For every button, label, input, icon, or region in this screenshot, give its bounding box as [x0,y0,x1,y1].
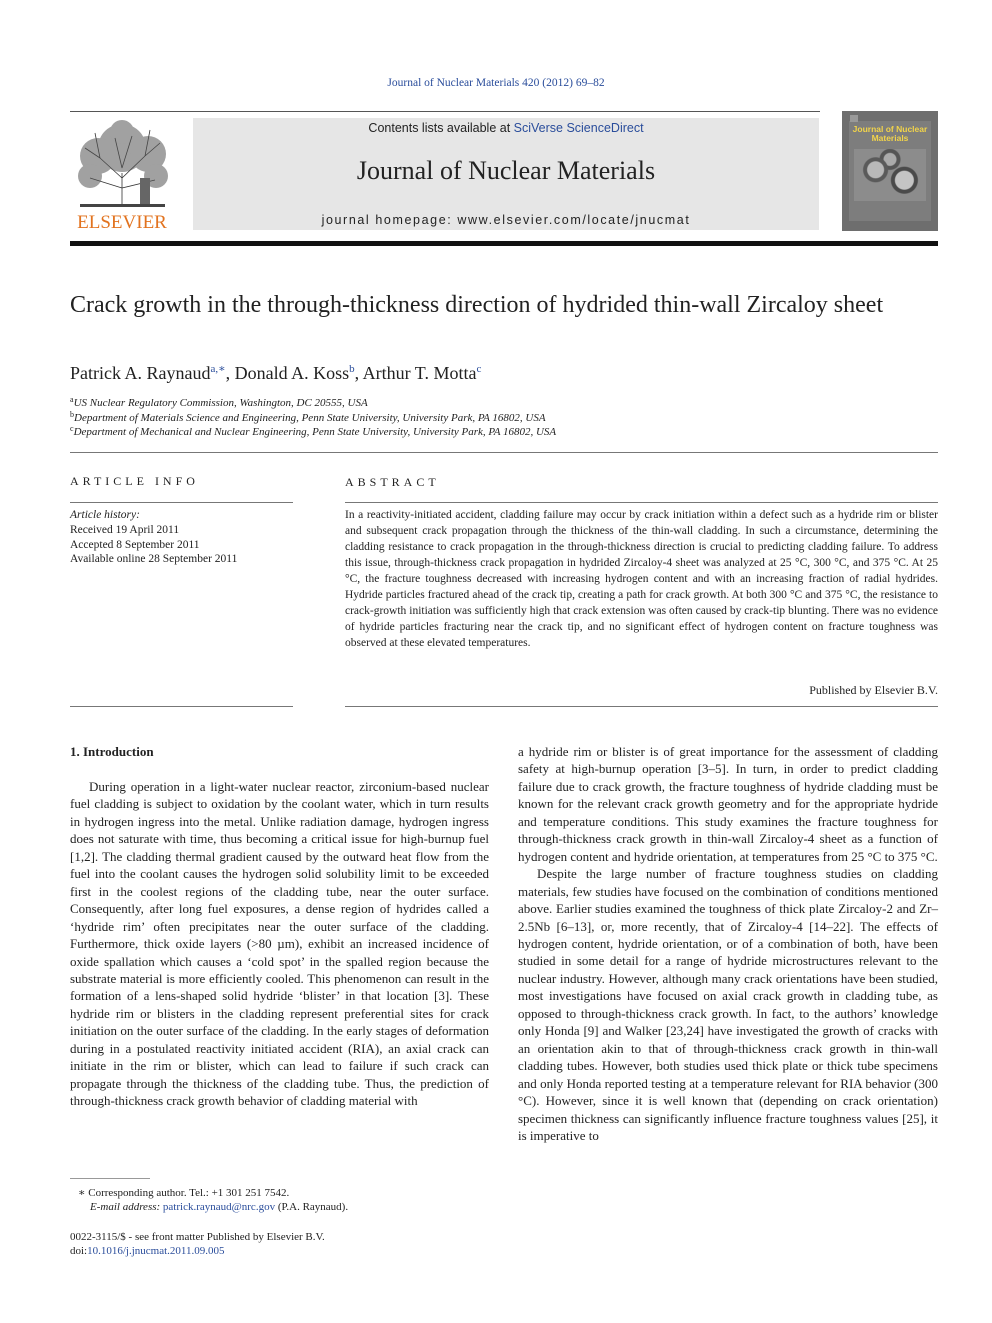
affiliation-rule [70,452,938,453]
affiliation [70,395,368,409]
author-sup[interactable]: b [349,363,355,375]
issn-line: 0022-3115/$ - see front matter Published by Elsevier B.V. [70,1231,325,1243]
abstract-text: In a reactivity-initiated accident, cladding failure may occur by crack initiation within a defect such as a hydride rim or blister and subsequent crack propagation through the thickness of the thin-wall cladding. In such a circumstance, determining the cladding resistance to crack propagation in the through-thickness direction is crucial to predicting cladding failure. To address this issue, through-thickness crack propagation in hydrided Zircaloy-4 sheet was analyzed at 25 °C, 300 °C, and 375 °C. At 25 °C, the fracture toughness decreased with increasing hydrogen content and with an increasing fraction of radial hydrides. Hydride particles fractured ahead of the crack tip, creating a path for crack growth. At both 300 °C and 375 °C, the resistance to crack-growth initiation was sufficiently high that crack extension was often caused by crack-tip blunting. There was no evidence of hydride particles fracturing near the crack tip, and no significant effect of hydrogen content on fracture toughness was observed at these elevated temperatures. [345,509,938,649]
published-by: Published by Elsevier B.V. [809,683,938,697]
author-separator: , [225,363,235,383]
online-date: Available online 28 September 2011 [70,553,238,566]
affiliation [70,410,546,424]
email-link[interactable]: patrick.raynaud@nrc.gov [162,1201,276,1213]
abstract-heading: ABSTRACT [345,475,440,489]
doi-line [70,1245,225,1257]
paragraph: a hydride rim or blister is of great importance for the assessment of cladding safety at high-burnup operation [3–5]. In turn, in order to predict cladding failure due to crack growth, the fracture toughness of hydride cladding must be known for the relevant crack growth geometry and for the appropriate hydride and temperature conditions. This study examines the fracture toughness for through-thickness crack growth in thin-wall Zircaloy-4 sheet as a function of hydrogen content and hydride orientation, at temperatures from 25 °C to 375 °C. [518,744,938,864]
affiliation-text: Department of Mechanical and Nuclear Engineering, Penn State University, University Park, PA 16802, USA [73,426,557,438]
elsevier-logo-text: ELSEVIER [77,212,167,233]
journal-cover[interactable] [842,111,938,231]
section-title: 1. Introduction [70,744,154,759]
received-date: Received 19 April 2011 [70,523,180,536]
journal-homepage[interactable]: journal homepage: www.elsevier.com/locate/jnucmat [321,213,691,227]
author-name[interactable]: Donald A. Koss [234,363,350,383]
cover-image [854,149,926,201]
footnote-rule [70,1178,150,1179]
affiliation-sup: b [70,410,74,419]
abstract-bottom-rule [345,706,938,707]
article-info-bottom-rule [70,706,293,707]
contents-line [193,121,819,135]
email-label: E-mail address: [90,1201,161,1213]
elsevier-logo[interactable] [70,118,175,233]
email-suffix: (P.A. Raynaud). [275,1201,349,1213]
email-line [90,1201,348,1213]
author-name[interactable]: Arthur T. Motta [362,363,477,383]
cover-logo-icon [850,115,858,122]
author-sup[interactable]: c [476,363,482,375]
doi-link[interactable]: 10.1016/j.jnucmat.2011.09.005 [87,1245,225,1257]
affiliation-text: US Nuclear Regulatory Commission, Washington, DC 20555, USA [73,397,368,409]
body-column-right [518,743,938,1144]
sciencedirect-link[interactable]: SciVerse ScienceDirect [513,121,644,135]
article-info-heading: ARTICLE INFO [70,474,199,488]
cover-title: Journal of Nuclear Materials [852,124,928,143]
body-column-left [70,778,489,1110]
author-name[interactable]: Patrick A. Raynaud [70,363,211,383]
history-label: Article history: [70,509,140,521]
affiliation [70,424,556,438]
author-list [70,362,481,384]
article-history [70,508,237,567]
contents-prefix: Contents lists available at [368,121,514,135]
author-separator: , [354,363,363,383]
article-title: Crack growth in the through-thickness direction of hydrided thin-wall Zircaloy sheet [70,292,884,318]
elsevier-tree-icon [70,118,175,233]
journal-title: Journal of Nuclear Materials [356,156,656,185]
affiliation-sup: a [70,395,74,404]
doi-label: doi: [70,1245,88,1257]
affiliation-sup: c [70,424,74,433]
corresponding-author: ∗ Corresponding author. Tel.: +1 301 251 7542. [78,1187,290,1199]
author-sup[interactable]: a,∗ [210,363,226,375]
header-rule [70,111,820,112]
paragraph: During operation in a light-water nuclear reactor, zirconium-based nuclear fuel cladding is subject to oxidation by the coolant water, which in turn results in hydrogen ingress into the metal. Unlike radiation damage, hydrogen ingress does not saturate with time, thus becoming a critical issue for high-burnup fuel [1,2]. The cladding thermal gradient caused by the outward heat flow from the fuel into the coolant causes the hydrogen solid solubility limit to be exceeded first in the coolest regions of the cladding tube, near the outer surface. Consequently, after long fuel exposures, a dense region of hydrides called a ‘hydride rim’ often precipitates near the outer surface of the cladding. Furthermore, thick oxide layers (>80 µm), exhibit an increased incidence of oxide spallation which causes a ‘cold spot’ in the spalled region because the substrate material is more efficiently cooled. This phenomenon can result in the formation of a lens-shaped solid hydride ‘blister’ in that location [3]. These hydride rim or blisters in the cladding represent preferential sites for crack initiation on the outer surface of the cladding. In the early stages of deformation during in a postulated reactivity initiated accident (RIA), an axial crack can initiate in the rim or blister, which can lead to failure if such crack can propagate through the thickness of the cladding tube. Thus, the prediction of through-thickness crack growth behavior of cladding material with [70,779,489,1109]
abstract-rule [345,502,938,503]
paragraph: Despite the large number of fracture toughness studies on cladding materials, few studies have focused on the combination of conditions mentioned above. Earlier studies examined the toughness of thick plate Zircaloy-2 and Zr–2.5Nb [6–13], or, more recently, that of Zircaloy-4 [14–22]. The effects of hydrogen content, hydride orientation, or of a combination of both, have been studied in some detail for a range of hydride microstructures relevant to the nuclear industry. However, although many crack orientations have been studied, most investigations have focused on axial crack growth in cladding tube, as opposed to through-thickness crack growth. In fact, to the authors’ knowledge only Honda [9] and Walker [23,24] have investigated the growth of cracks with an orientation akin to that of through-thickness crack growth in thin-wall cladding tubes. However, both studies used thick plate or thick tube specimens and only Honda reported testing at a temperature relevant for RIA behavior (300 °C). However, since it is well known that (depending on crack orientation) specimen thickness can significantly influence fracture toughness values [25], it is imperative to [518,866,938,1143]
header-thick-rule [70,241,938,246]
journal-reference[interactable]: Journal of Nuclear Materials 420 (2012) 69–82 [387,77,605,89]
affiliation-text: Department of Materials Science and Engineering, Penn State University, University Park, PA 16802, USA [74,412,546,424]
accepted-date: Accepted 8 September 2011 [70,538,200,551]
article-info-rule [70,502,293,503]
